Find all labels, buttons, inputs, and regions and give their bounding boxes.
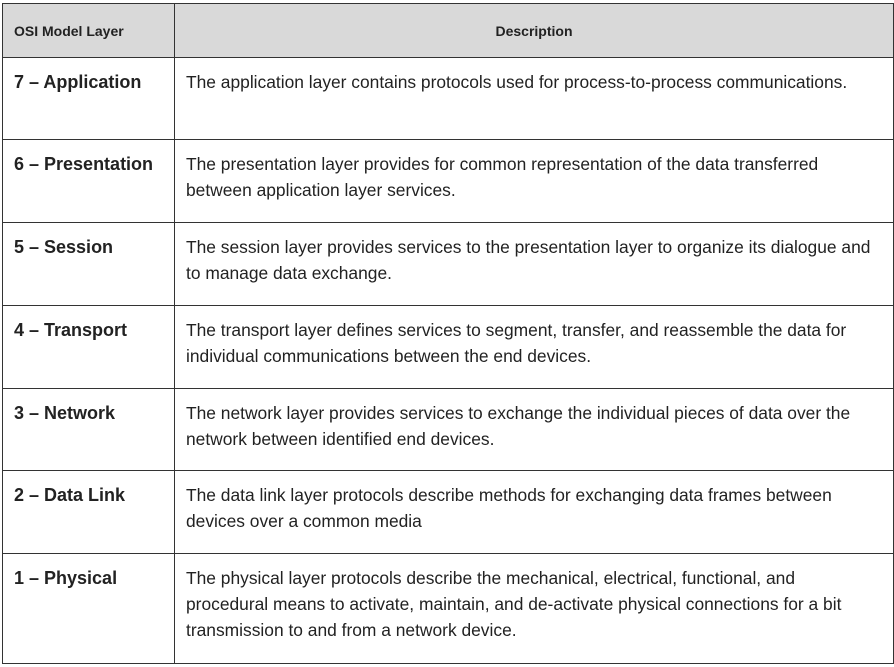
layer-name-cell: 2 – Data Link	[3, 471, 175, 554]
layer-description-cell: The application layer contains protocols used for process-to-process communications.	[175, 58, 894, 140]
layer-description-cell: The network layer provides services to exchange the individual pieces of data over the network between identified end devices.	[175, 389, 894, 471]
header-description: Description	[175, 4, 894, 58]
layer-description-cell: The session layer provides services to the presentation layer to organize its dialogue and to manage data exchange.	[175, 223, 894, 306]
header-osi-model-layer: OSI Model Layer	[3, 4, 175, 58]
layer-name-cell: 6 – Presentation	[3, 140, 175, 223]
table-row	[3, 389, 894, 471]
osi-table-container	[2, 3, 893, 664]
table-row	[3, 140, 894, 223]
layer-description-cell: The data link layer protocols describe methods for exchanging data frames between devices over a common media	[175, 471, 894, 554]
layer-name-cell: 3 – Network	[3, 389, 175, 471]
layer-name-cell: 1 – Physical	[3, 554, 175, 664]
table-header-row	[3, 4, 894, 58]
table-row	[3, 58, 894, 140]
layer-description-cell: The physical layer protocols describe the mechanical, electrical, functional, and procedural means to activate, maintain, and de-activate physical connections for a bit transmission to and from a network device.	[175, 554, 894, 664]
table-row	[3, 306, 894, 389]
table-row	[3, 223, 894, 306]
table-row	[3, 554, 894, 664]
layer-name-cell: 4 – Transport	[3, 306, 175, 389]
layer-name-cell: 5 – Session	[3, 223, 175, 306]
layer-name-cell: 7 – Application	[3, 58, 175, 140]
osi-model-table	[2, 3, 894, 664]
table-row	[3, 471, 894, 554]
layer-description-cell: The presentation layer provides for common representation of the data transferred between application layer services.	[175, 140, 894, 223]
layer-description-cell: The transport layer defines services to segment, transfer, and reassemble the data for individual communications between the end devices.	[175, 306, 894, 389]
